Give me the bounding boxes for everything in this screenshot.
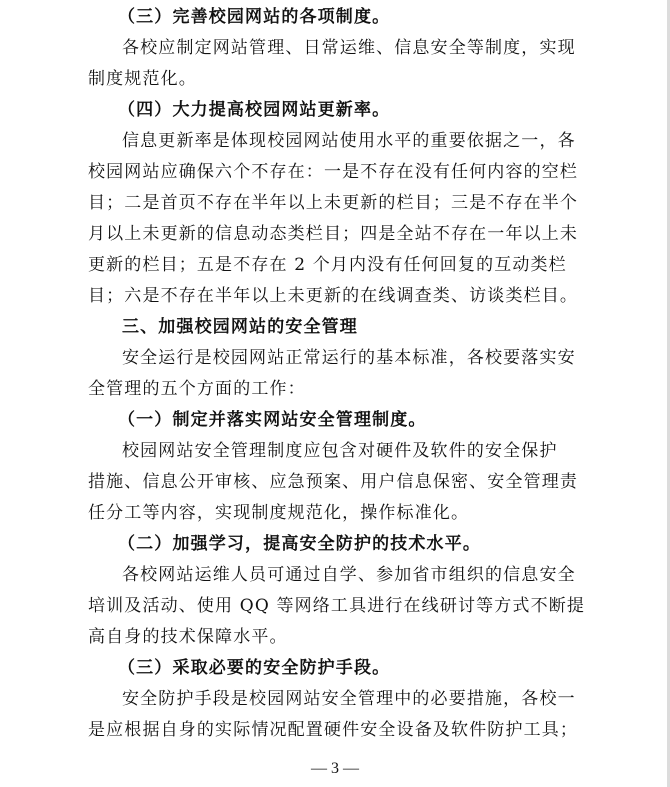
document-body (88, 2, 586, 746)
paragraph-line: 校园网站应确保六个不存在：一是不存在没有任何内容的空栏 (88, 162, 579, 182)
paragraph-line: 月以上未更新的信息动态类栏目；四是全站不存在一年以上未 (88, 224, 579, 244)
paragraph-line: 安全运行是校园网站正常运行的基本标准，各校要落实安 (122, 348, 576, 368)
subheading-strengthen-learning: （二）加强学习，提高安全防护的技术水平。 (118, 534, 481, 554)
section-heading-security: 三、加强校园网站的安全管理 (122, 317, 358, 337)
subheading-security-system: （一）制定并落实网站安全管理制度。 (118, 410, 427, 430)
paragraph-line: 校园网站安全管理制度应包含对硬件及软件的安全保护 (122, 441, 558, 461)
page-number: — 3 — (311, 760, 359, 777)
subheading-improve-systems: （三）完善校园网站的各项制度。 (118, 7, 391, 27)
paragraph-line: 目；二是首页不存在半年以上未更新的栏目；三是不存在半个 (88, 193, 579, 213)
paragraph-line: 全管理的五个方面的工作： (88, 379, 306, 399)
paragraph-line: 制度规范化。 (88, 69, 197, 89)
subheading-protection-measures: （三）采取必要的安全防护手段。 (118, 658, 391, 678)
paragraph-line: 信息更新率是体现校园网站使用水平的重要依据之一，各 (122, 131, 576, 151)
paragraph-line: 各校应制定网站管理、日常运维、信息安全等制度，实现 (122, 38, 576, 58)
paragraph-line: 是应根据自身的实际情况配置硬件安全设备及软件防护工具； (88, 720, 579, 740)
paragraph-line: 更新的栏目；五是不存在 2 个月内没有任何回复的互动类栏 (88, 255, 567, 275)
paragraph-line: 培训及活动、使用 QQ 等网络工具进行在线研讨等方式不断提 (88, 596, 586, 616)
paragraph-line: 任分工等内容，实现制度规范化，操作标准化。 (88, 503, 470, 523)
paragraph-line: 各校网站运维人员可通过自学、参加省市组织的信息安全 (122, 565, 576, 585)
paragraph-line: 高自身的技术保障水平。 (88, 627, 288, 647)
subheading-update-rate: （四）大力提高校园网站更新率。 (118, 100, 391, 120)
paragraph-line: 措施、信息公开审核、应急预案、用户信息保密、安全管理责 (88, 472, 579, 492)
paragraph-line: 安全防护手段是校园网站安全管理中的必要措施，各校一 (122, 689, 576, 709)
paragraph-line: 目；六是不存在半年以上未更新的在线调查类、访谈类栏目。 (88, 286, 579, 306)
